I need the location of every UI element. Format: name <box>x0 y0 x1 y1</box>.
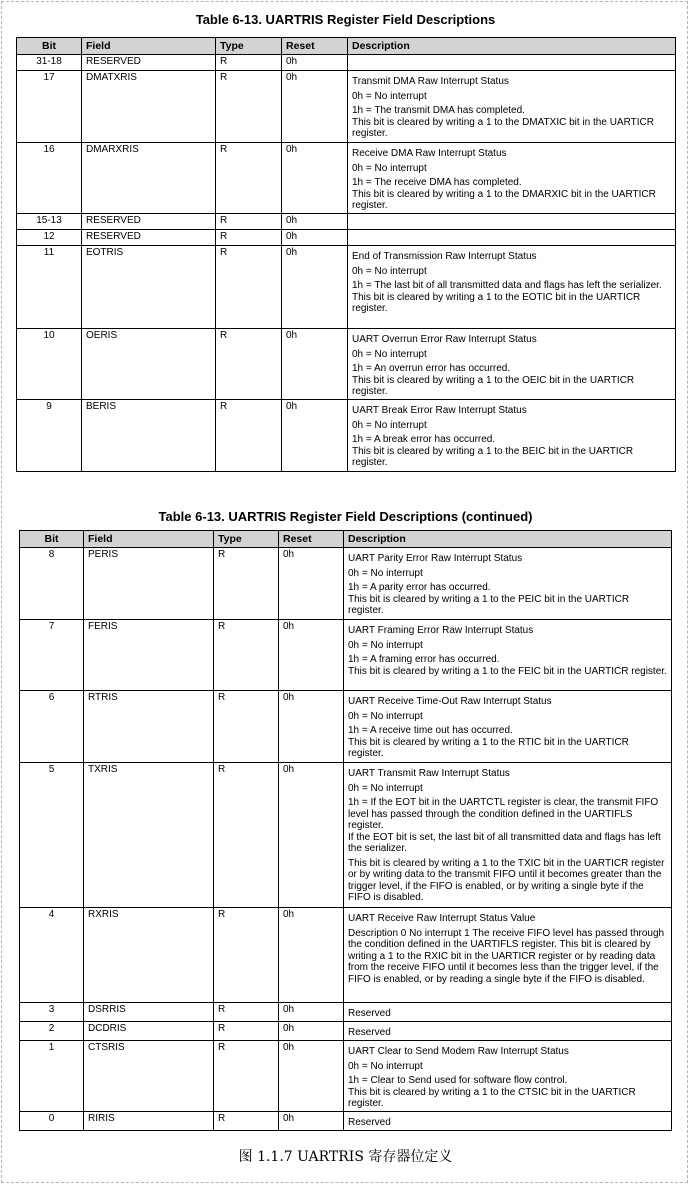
field-cell: PERIS <box>84 548 214 620</box>
figure-caption: 图 1.1.7 UARTRIS 寄存器位定义 <box>238 1149 453 1165</box>
table-row <box>20 908 672 1003</box>
description-cell <box>348 246 676 329</box>
description-line: Description 0 No interrupt 1 The receive FIFO level has passed through the condition defined in the UARTIFLS register. This bit is cleared by writing a 1 to the RXIC bit in the UARTICR register or by reading data from the receive FIFO until it becomes less than the trigger level, if the FIFO is enabled, or by reading a single byte if the FIFO is disabled. <box>348 927 665 985</box>
type-cell: R <box>216 214 282 230</box>
type-cell: R <box>214 1041 279 1112</box>
description-line: 1h = The transmit DMA has completed. This bit is cleared by writing a 1 to the DMATXIC bit in the UARTICR register. <box>352 105 654 139</box>
reset-cell: 0h <box>282 55 348 71</box>
field-cell: EOTRIS <box>82 246 216 329</box>
table-row <box>20 548 672 620</box>
type-cell: R <box>214 1111 279 1130</box>
field-cell: RESERVED <box>82 55 216 71</box>
type-cell: R <box>216 71 282 143</box>
description-line: UART Receive Raw Interrupt Status Value <box>348 913 536 924</box>
description-cell <box>344 763 672 908</box>
description-line: 0h = No interrupt <box>352 162 427 174</box>
table-row <box>17 143 676 214</box>
description-line: Reserved <box>348 1116 391 1128</box>
bit-cell: 15-13 <box>17 214 82 230</box>
reset-cell: 0h <box>279 908 344 1003</box>
table-row <box>17 71 676 143</box>
description-line: 1h = A receive time out has occurred. This bit is cleared by writing a 1 to the RTIC bit in the UARTICR register. <box>348 725 629 759</box>
field-cell: BERIS <box>82 400 216 472</box>
type-cell: R <box>216 143 282 214</box>
description-line: UART Overrun Error Raw Interrupt Status <box>352 334 537 345</box>
description-cell <box>348 71 676 143</box>
table-row <box>20 691 672 763</box>
table-row <box>20 1111 672 1130</box>
type-cell: R <box>214 691 279 763</box>
table2-title: Table 6-13. UARTRIS Register Field Descriptions (continued) <box>158 509 533 524</box>
table1-body <box>17 55 676 472</box>
reset-cell: 0h <box>279 1041 344 1112</box>
type-cell: R <box>214 908 279 1003</box>
table-row <box>20 1022 672 1041</box>
table1-title: Table 6-13. UARTRIS Register Field Descriptions <box>195 12 496 27</box>
description-line: Reserved <box>348 1027 391 1038</box>
description-line: 1h = Clear to Send used for software flow control. This bit is cleared by writing a 1 to the CTSIC bit in the UARTICR register. <box>348 1075 636 1109</box>
field-cell: DSRRIS <box>84 1003 214 1022</box>
bit-cell: 2 <box>20 1022 84 1041</box>
type-cell: R <box>214 1003 279 1022</box>
col-header-type: Type <box>214 531 279 548</box>
description-cell <box>344 548 672 620</box>
bit-cell: 8 <box>20 548 84 620</box>
col-header-field: Field <box>84 531 214 548</box>
field-cell: DMATXRIS <box>82 71 216 143</box>
description-line: 1h = A parity error has occurred. This bit is cleared by writing a 1 to the PEIC bit in the UARTICR register. <box>348 582 630 616</box>
table-row <box>20 620 672 691</box>
field-cell: OERIS <box>82 329 216 400</box>
reset-cell: 0h <box>279 620 344 691</box>
description-line: 0h = No interrupt <box>352 419 427 431</box>
col-header-field: Field <box>82 38 216 55</box>
col-header-type: Type <box>216 38 282 55</box>
reset-cell: 0h <box>279 1003 344 1022</box>
field-cell: CTSRIS <box>84 1041 214 1112</box>
description-line: 1h = A framing error has occurred. This bit is cleared by writing a 1 to the FEIC bit in the UARTICR register. <box>348 654 667 677</box>
description-line: 0h = No interrupt <box>348 639 423 651</box>
register-table-1 <box>16 37 676 472</box>
description-line: Reserved <box>348 1008 391 1019</box>
table-row <box>17 246 676 329</box>
reset-cell: 0h <box>279 691 344 763</box>
description-line: UART Break Error Raw Interrupt Status <box>352 405 527 416</box>
field-cell: TXRIS <box>84 763 214 908</box>
table-row <box>17 400 676 472</box>
col-header-bit: Bit <box>17 38 82 55</box>
description-line: UART Parity Error Raw Interrupt Status <box>348 553 523 564</box>
type-cell: R <box>214 1022 279 1041</box>
description-line: 1h = The receive DMA has completed. This bit is cleared by writing a 1 to the DMARXIC bit in the UARTICR register. <box>352 177 656 211</box>
bit-cell: 7 <box>20 620 84 691</box>
description-cell <box>344 908 672 1003</box>
bit-cell: 17 <box>17 71 82 143</box>
table2-body <box>20 548 672 1131</box>
description-line: 0h = No interrupt <box>352 265 427 277</box>
field-cell: FERIS <box>84 620 214 691</box>
col-header-description: Description <box>344 531 672 548</box>
description-cell <box>348 143 676 214</box>
table-row <box>20 1003 672 1022</box>
description-line: 1h = The last bit of all transmitted data and flags has left the serializer. This bit is cleared by writing a 1 to the EOTIC bit in the UARTICR register. <box>352 280 662 314</box>
bit-cell: 4 <box>20 908 84 1003</box>
description-cell <box>344 1022 672 1041</box>
reset-cell: 0h <box>282 214 348 230</box>
bit-cell: 9 <box>17 400 82 472</box>
bit-cell: 5 <box>20 763 84 908</box>
table-row <box>20 763 672 908</box>
field-cell: DCDRIS <box>84 1022 214 1041</box>
description-line: Transmit DMA Raw Interrupt Status <box>352 76 509 87</box>
description-line: UART Transmit Raw Interrupt Status <box>348 768 510 779</box>
description-cell <box>348 329 676 400</box>
table-row <box>17 329 676 400</box>
bit-cell: 10 <box>17 329 82 400</box>
reset-cell: 0h <box>279 1111 344 1130</box>
type-cell: R <box>216 329 282 400</box>
col-header-reset: Reset <box>279 531 344 548</box>
bit-cell: 31-18 <box>17 55 82 71</box>
reset-cell: 0h <box>282 230 348 246</box>
field-cell: RESERVED <box>82 230 216 246</box>
description-line: 1h = If the EOT bit in the UARTCTL register is clear, the transmit FIFO level has passed through the condition defined in the UARTIFLS register. If the EOT bit is set, the last bit of all transmitted data and flags has left the serializer. <box>348 797 661 854</box>
description-cell <box>344 1111 672 1130</box>
description-line: 0h = No interrupt <box>348 710 423 722</box>
col-header-bit: Bit <box>20 531 84 548</box>
description-cell <box>348 400 676 472</box>
description-cell <box>348 230 676 246</box>
bit-cell: 0 <box>20 1111 84 1130</box>
field-cell: RXRIS <box>84 908 214 1003</box>
bit-cell: 1 <box>20 1041 84 1112</box>
description-line: End of Transmission Raw Interrupt Status <box>352 251 537 262</box>
description-cell <box>348 55 676 71</box>
reset-cell: 0h <box>282 400 348 472</box>
field-cell: RESERVED <box>82 214 216 230</box>
description-cell <box>344 620 672 691</box>
reset-cell: 0h <box>282 71 348 143</box>
description-line: 0h = No interrupt <box>348 567 423 579</box>
reset-cell: 0h <box>282 143 348 214</box>
description-line: 0h = No interrupt <box>352 348 427 360</box>
description-cell <box>344 691 672 763</box>
description-line: 0h = No interrupt <box>348 782 423 794</box>
description-line: 1h = An overrun error has occurred. This bit is cleared by writing a 1 to the OEIC bit in the UARTICR register. <box>352 363 635 397</box>
type-cell: R <box>216 230 282 246</box>
bit-cell: 3 <box>20 1003 84 1022</box>
table-row <box>17 230 676 246</box>
reset-cell: 0h <box>279 763 344 908</box>
table-row <box>17 214 676 230</box>
description-line: Receive DMA Raw Interrupt Status <box>352 148 507 159</box>
reset-cell: 0h <box>282 329 348 400</box>
reset-cell: 0h <box>279 1022 344 1041</box>
type-cell: R <box>214 763 279 908</box>
type-cell: R <box>216 400 282 472</box>
description-cell <box>348 214 676 230</box>
table-row <box>20 1041 672 1112</box>
bit-cell: 12 <box>17 230 82 246</box>
type-cell: R <box>214 620 279 691</box>
description-line: This bit is cleared by writing a 1 to the TXIC bit in the UARTICR register or by writing data to the transmit FIFO until it becomes greater than the trigger level, if the FIFO is enabled, or by writing a single byte if the FIFO is disabled. <box>348 857 665 903</box>
bit-cell: 6 <box>20 691 84 763</box>
field-cell: RIRIS <box>84 1111 214 1130</box>
table2-header-row <box>20 531 672 548</box>
description-line: 0h = No interrupt <box>348 1060 423 1072</box>
reset-cell: 0h <box>279 548 344 620</box>
register-table-2 <box>19 530 672 1131</box>
bit-cell: 11 <box>17 246 82 329</box>
col-header-reset: Reset <box>282 38 348 55</box>
table-row <box>17 55 676 71</box>
type-cell: R <box>214 548 279 620</box>
description-line: 1h = A break error has occurred. This bit is cleared by writing a 1 to the BEIC bit in the UARTICR register. <box>352 434 634 468</box>
reset-cell: 0h <box>282 246 348 329</box>
col-header-description: Description <box>348 38 676 55</box>
field-cell: DMARXRIS <box>82 143 216 214</box>
type-cell: R <box>216 55 282 71</box>
field-cell: RTRIS <box>84 691 214 763</box>
description-line: UART Clear to Send Modem Raw Interrupt Status <box>348 1046 569 1057</box>
description-cell <box>344 1041 672 1112</box>
description-line: 0h = No interrupt <box>352 90 427 102</box>
bit-cell: 16 <box>17 143 82 214</box>
description-line: UART Framing Error Raw Interrupt Status <box>348 625 534 636</box>
type-cell: R <box>216 246 282 329</box>
description-line: UART Receive Time-Out Raw Interrupt Status <box>348 696 552 707</box>
table1-header-row <box>17 38 676 55</box>
description-cell <box>344 1003 672 1022</box>
